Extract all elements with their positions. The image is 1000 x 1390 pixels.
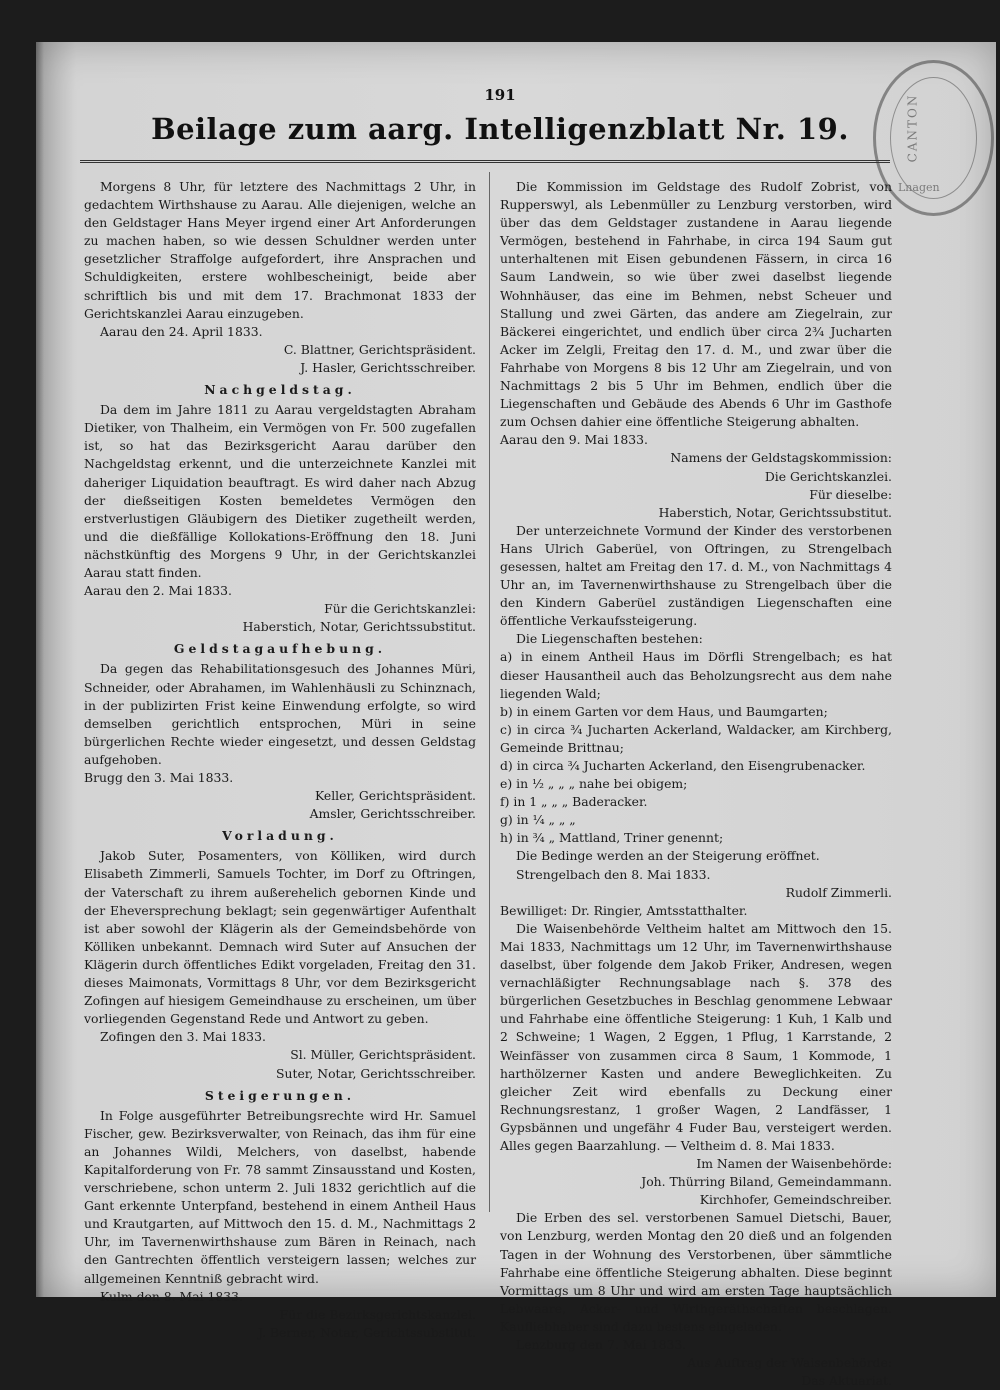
text-paragraph: d) in circa ¾ Jucharten Ackerland, den Eisengrubenacker.	[500, 758, 866, 773]
signature-line: Haberstich, Notar, Gerichtssubstitut.	[242, 619, 476, 635]
text-paragraph: Die Erben des sel. verstorbenen Samuel Dietschi, Bauer, von Lenzburg, werden Montag den 20 dieß und an folgenden Tagen in der Wohnung des Verstorbenen, über sämmtliche Fahrhabe eine öffentliche Steigerung abhalten. Diese beginnt Vormittags um 8 Uhr und wird am ersten Tage hauptsächlich Lebwaare, Acker- und Wirthgeräthschaften beschlagen. Kaufliebhaber sind dazu bestens eingeladen.	[500, 1210, 892, 1334]
text-paragraph: a) in einem Antheil Haus im Dörfli Strengelbach; es hat dieser Hausantheil auch das Beholzungsrecht aus dem nahe liegenden Wald;	[500, 649, 892, 701]
text-paragraph: Bewilliget: Dr. Ringier, Amtsstatthalter.	[500, 902, 748, 918]
right-column	[500, 178, 892, 1390]
text-paragraph: Die Waisenbehörde Veltheim haltet am Mittwoch den 15. Mai 1833, Nachmittags um 12 Uhr, im Tavernenwirthshause daselbst, über folgende dem Jakob Friker, Andresen, wegen vernachläßigter Rechnungsablage nach §. 378 des bürgerlichen Gesetzbuches in Beschlag genommene Lebwaar und Fahrhabe eine öffentliche Steigerung: 1 Kuh, 1 Kalb und 2 Schweine; 1 Wagen, 2 Eggen, 1 Pflug, 1 Karrstande, 2 Weinfässer von zusammen circa 8 Saum, 1 Kommode, 1 harthölzerner Kasten und andere Beweglichkeiten. Zu gleicher Zeit wird ebenfalls zu Deckung einer Rechnungsrestanz, 1 großer Wagen, 2 Landfässer, 1 Gypsbännen und ungefähr 4 Fuder Bau, versteigert werden. Alles gegen Baarzahlung. — Veltheim d. 8. Mai 1833.	[500, 920, 892, 1153]
page-number: 191	[484, 86, 516, 104]
signature-line: Keller, Gerichtspräsident.	[314, 788, 476, 804]
signature-line: C. Blattner, Gerichtspräsident.	[283, 341, 476, 357]
text-paragraph: f) in 1 „ „ „ Baderacker.	[500, 794, 648, 810]
signature-line: J. Berner, Notar, Gerichtssubstitut.	[258, 1324, 476, 1340]
text-paragraph: Die Liegenschaften bestehen:	[516, 631, 703, 647]
text-paragraph: h) in ¾ „ Mattland, Triner genennt;	[500, 830, 724, 846]
column-divider	[489, 172, 490, 1212]
text-paragraph: Morgens 8 Uhr, für letztere des Nachmittags 2 Uhr, in gedachtem Wirthshause zu Aarau. Alle diejenigen, welche an den Geldstager Hans Meyer irgend einer Art Anforderungen zu machen haben, so wie dessen Schuldner werden unter gesetzlicher Straffolge aufgefordert, ihre Ansprachen und Schuldigkeiten, erstere wohlbescheinigt, beide aber schriftlich bis und mit dem 17. Brachmonat 1833 der Gerichtskanzlei Aarau einzugeben.	[84, 179, 476, 321]
signature-line: Suter, Notar, Gerichtsschreiber.	[276, 1065, 476, 1081]
text-paragraph: In Folge ausgeführter Betreibungsrechte wird Hr. Samuel Fischer, gew. Bezirksverwalter, von Reinach, das ihm für eine an Johannes Wildi, Melchers, von daselbst, habende Kapitalforderung von Fr. 78 sammt Zinsausstand und Kosten, verschriebene, schon unterm 2. Juli 1832 gerichtlich auf die Gant erkennte Unterpfand, bestehend in einem Antheil Haus und Krautgarten, auf Mittwoch den 15. d. M., Nachmittags 2 Uhr, im Tavernenwirthshause zum Bären in Reinach, nach den Gantrechten öffentlich versteigern lassen; welches zur allgemeinen Kenntniß gebracht wird.	[84, 1107, 476, 1286]
signature-line: J. Hasler, Gerichtsschreiber.	[300, 359, 476, 375]
signature-line: Sl. Müller, Gerichtspräsident.	[290, 1047, 476, 1063]
signature-line: Aus Auftrag der Waisenbehörde:	[687, 1355, 892, 1371]
stamp-text-canton: CANTON	[905, 93, 920, 163]
page-title: Beilage zum aarg. Intelligenzblatt Nr. 19.	[151, 112, 849, 146]
signature-line: Namens der Geldstagskommission:	[670, 450, 892, 466]
section-heading: Geldstagaufhebung.	[173, 641, 387, 657]
signature-line: Joh. Thürring Biland, Gemeindammann.	[641, 1174, 892, 1190]
text-paragraph: Aarau den 24. April 1833.	[100, 323, 263, 339]
signature-line: Amsler, Gerichtsschreiber.	[309, 806, 476, 822]
signature-line: Die Gerichtskanzlei.	[764, 468, 892, 484]
text-paragraph: Zofingen den 3. Mai 1833.	[100, 1029, 266, 1045]
section-heading: Vorladung.	[222, 828, 338, 844]
title-rule	[80, 160, 890, 163]
text-paragraph: Strengelbach den 8. Mai 1833.	[516, 866, 711, 882]
signature-line: Das Aktuariat.	[801, 1373, 892, 1389]
signature-line: Für die Gerichtskanzlei:	[324, 601, 476, 617]
text-paragraph: c) in circa ¾ Jucharten Ackerland, Waldacker, am Kirchberg, Gemeinde Brittnau;	[500, 721, 892, 755]
left-column	[84, 178, 476, 1342]
section-heading: Steigerungen.	[204, 1087, 356, 1103]
text-paragraph: Die Kommission im Geldstage des Rudolf Zobrist, von Rupperswyl, als Lebenmüller zu Lenzburg verstorben, wird über das dem Geldstager zustandene in Aarau liegende Vermögen, bestehend in Fahrhabe, in circa 194 Saum gut unterhaltenen mit Eisen gebundenen Fässern, in circa 16 Saum Landwein, so wie über zwei daselbst liegende Wohnhäuser, das eine im Behmen, nebst Scheuer und Stallung und zwei Gärten, das andere am Ziegelrain, zur Bäckerei eingerichtet, und endlich über circa 2¾ Jucharten Acker im Zelgli, Freitag den 17. d. M., und zwar über die Fahrhabe von Morgens 8 bis 12 Uhr am Ziegelrain, und von Nachmittags 2 bis 5 Uhr im Behmen, endlich über die Liegenschaften und Gebäude des Abends 6 Uhr im Gasthofe zum Ochsen dahier eine öffentliche Steigerung abhalten.	[500, 179, 892, 430]
text-paragraph: Kulm den 8. Mai 1833.	[100, 1288, 244, 1304]
signature-line: Rudolf Zimmerli.	[785, 884, 892, 900]
section-heading: Nachgeldstag.	[204, 382, 356, 398]
text-paragraph: Da dem im Jahre 1811 zu Aarau vergeldstagten Abraham Dietiker, von Thalheim, ein Vermögen von Fr. 500 zugefallen ist, so hat das Bezirksgericht Aarau darüber den Nachgeldstag erkennt, und die unterzeichnete Kanzlei mit daheriger Liquidation beauftragt. Es wird daher nach Abzug der dießseitigen Kosten bemeldetes Vermögen den erstverlustigen Gläubigern des Dietiker zugetheilt werden, und die dießfällige Kollokations-Eröffnung den 18. Juni nächstkünftig des Morgens 9 Uhr, in der Gerichtskanzlei Aarau statt finden.	[84, 402, 476, 580]
text-paragraph: g) in ¼ „ „ „	[500, 812, 576, 828]
signature-line: Im Namen der Waisenbehörde:	[696, 1156, 892, 1172]
text-paragraph: Da gegen das Rehabilitationsgesuch des Johannes Müri, Schneider, oder Abrahamen, im Wahlenhäusli zu Schinznach, in der publizirten Frist keine Einwendung erfolgte, so wird demselben gerichtlich entsprochen, Müri in seine bürgerlichen Rechte wieder eingesetzt, und dessen Geldstag aufgehoben.	[84, 661, 476, 767]
text-paragraph: e) in ½ „ „ „ nahe bei obigem;	[500, 776, 688, 792]
text-paragraph: Aarau den 9. Mai 1833.	[500, 432, 648, 448]
text-paragraph: b) in einem Garten vor dem Haus, und Baumgarten;	[500, 703, 828, 719]
signature-line: Für die Bezirksgerichtskanzlei.	[279, 1306, 476, 1322]
text-paragraph: Die Bedinge werden an der Steigerung eröffnet.	[516, 848, 820, 864]
signature-line: Kirchhofer, Gemeindschreiber.	[699, 1192, 892, 1208]
text-paragraph: Jakob Suter, Posamenters, von Kölliken, wird durch Elisabeth Zimmerli, Samuels Tochter, im Dorf zu Oftringen, der Vaterschaft zu ihrem außerehelich gebornen Kinde und der Eheversprechung beklagt; sein gegenwärtiger Aufenthalt ist aber sowohl der Klägerin als der Gemeindsbehörde von Kölliken unbekannt. Demnach wird Suter auf Ansuchen der Klägerin durch öffentliches Edikt vorgeladen, Freitag den 31. dieses Maimonats, Vormittags 8 Uhr, vor dem Bezirksgericht Zofingen auf hiesigem Gemeindhause zu erscheinen, um über vorliegenden Gegenstand Rede und Antwort zu geben.	[84, 848, 476, 1027]
stamp-text-bottom: Lnagen	[898, 181, 940, 194]
text-paragraph: Der unterzeichnete Vormund der Kinder des verstorbenen Hans Ulrich Gaberüel, von Oftringen, zu Strengelbach gesessen, haltet am Freitag den 17. d. M., von Nachmittags 4 Uhr an, im Tavernenwirthshause zu Strengelbach über die den Kindern Gaberüel zuständigen Liegenschaften eine öffentliche Verkaufssteigerung.	[500, 522, 892, 629]
text-paragraph: Lenzburg den 7. Mai 1833.	[516, 1337, 687, 1352]
signature-line: Für dieselbe:	[809, 486, 892, 502]
text-paragraph: Brugg den 3. Mai 1833.	[84, 770, 234, 785]
text-paragraph: Aarau den 2. Mai 1833.	[84, 583, 232, 599]
signature-line: Haberstich, Notar, Gerichtssubstitut.	[658, 504, 892, 520]
